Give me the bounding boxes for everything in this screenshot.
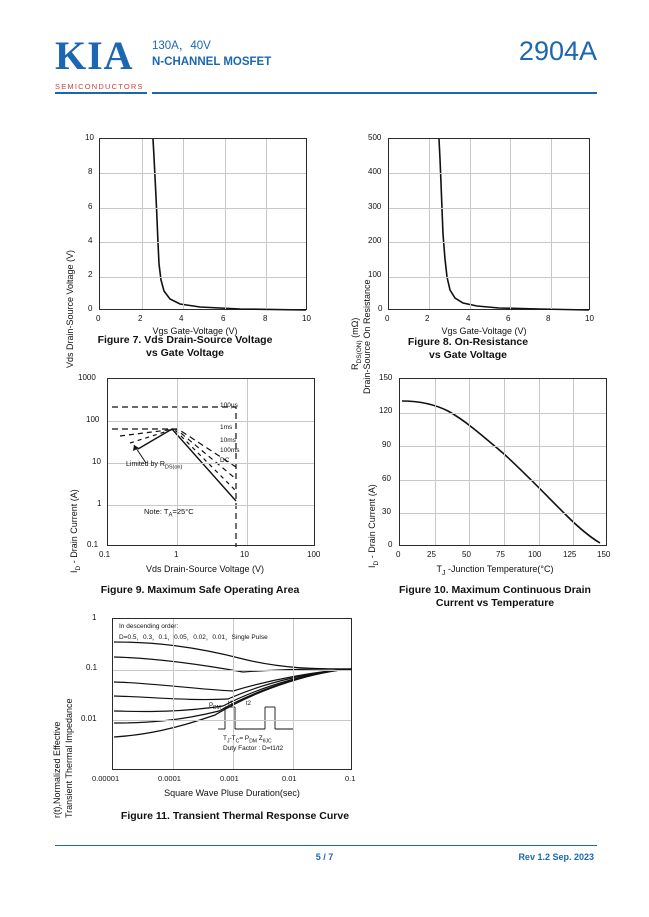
figure-7-xtick-1: 2 [138,314,143,323]
figure-7-plot [99,138,307,310]
f11-f1d: C [235,738,240,745]
figure-8-xtick-0: 0 [385,314,390,323]
figure-8-ytick-0: 0 [378,304,383,313]
product-spec-line1: 130A，40V [152,40,211,52]
figure-11-legend-line1: In descending order: [119,623,179,630]
figure-11-ytick-001: 0.01 [81,714,97,723]
figure-11-legend-line2: D=0.5，0.3，0.1，0.05，0.02，0.01，Single Pulse [119,634,268,641]
figure-9-annotation-100us: 100μs [220,402,238,409]
figure-7-ytick-1: 2 [88,270,93,279]
figure-10-xlabel-t: T [436,564,442,574]
figure-10-xlabel [375,564,615,577]
figure-10 [355,373,635,609]
figure-9-note-text: Note: T [144,507,169,516]
figure-7-caption-line1: Figure 7. Vds Drain-Source Voltage [97,334,273,346]
part-number: 2904A [518,36,597,66]
f11-f1e: = P [239,735,250,742]
figure-8-ytick-5: 500 [368,133,382,142]
page-number: 5 / 7 [315,852,334,862]
figure-11-caption-line1: Figure 11. Transient Thermal Response Curve [120,810,350,822]
figure-11-xtick-1e-5: 0.00001 [92,774,120,783]
logo-text: KIA [55,33,134,78]
figure-10-ylabel [367,484,380,568]
figure-9-ytick-100: 100 [86,415,100,424]
figure-11-inset-pdm-label [209,703,221,711]
figure-10-ytick-30: 30 [382,507,391,516]
f11-f1c: -T [229,735,236,742]
figure-9-ylabel-sub: D [74,565,82,571]
figure-9-xtick-100: 100 [307,550,321,559]
figure-7-ytick-0: 0 [88,304,93,313]
figure-11-plot [112,618,352,770]
figure-8-ylabel-r: R [350,363,360,370]
f11-f1: T [223,735,227,742]
figure-11-formula-line1 [223,735,272,744]
figure-7-ytick-2: 4 [88,236,93,245]
figure-9-annotation-1ms: 1ms [220,424,233,431]
figure-10-caption-line1: Figure 10. Maximum Continuous Drain [399,584,591,596]
figure-9-note-sub: A [168,512,173,519]
figure-8-plot [388,138,590,310]
figure-10-caption-line2: Current vs Temperature [435,597,555,609]
figure-9-limit-note [126,461,182,470]
figure-10-xtick-75: 75 [496,550,505,559]
figure-10-ylabel-rest: - Drain Current (A) [367,484,377,561]
figure-10-ytick-90: 90 [382,440,391,449]
figure-7-ytick-5: 10 [85,133,94,142]
figure-10-xtick-25: 25 [427,550,436,559]
figure-10-xlabel-rest: -Junction Temperature(°C) [445,564,554,574]
figure-9-limit-note-text: Limited by R [126,461,165,468]
figure-10-ytick-150: 150 [379,373,393,382]
figure-9-ytick-10: 10 [92,457,101,466]
figure-7-xlabel: Vgs Gate-Voltage (V) [152,326,238,336]
figure-10-xtick-100: 100 [528,550,542,559]
figure-7-ytick-4: 8 [88,167,93,176]
figure-9-ylabel-rest: - Drain Current (A) [69,489,79,566]
figure-8-ytick-2: 200 [368,236,382,245]
page-header [0,0,649,106]
figure-10-xlabel-sub: J [442,569,446,577]
figure-10-xtick-0: 0 [396,550,401,559]
figure-11-formula-line2: Duty Factor : D=t1/t2 [223,745,284,752]
figure-10-ylabel-sub: D [372,560,380,566]
product-spec-line2: N-CHANNEL MOSFET [152,56,272,68]
revision-label: Rev 1.2 Sep. 2023 [518,852,594,862]
figure-11-xtick-1e-1: 0.1 [345,774,356,783]
figure-7-xtick-5: 10 [302,314,311,323]
figure-8-ytick-4: 400 [368,167,382,176]
figure-10-xtick-125: 125 [563,550,577,559]
figure-8-xtick-4: 8 [546,314,551,323]
f11-f1h: θJC [262,738,272,745]
figure-7 [55,133,315,368]
figure-11-inset-t2: t2 [246,701,252,707]
figure-9-ytick-1: 1 [97,499,102,508]
f11-f1b: J [226,738,230,745]
figure-11-ytick-01: 0.1 [86,663,98,672]
figure-9-ylabel [69,489,82,573]
figure-10-ytick-120: 120 [379,406,393,415]
figure-8-xtick-3: 6 [506,314,511,323]
figure-9-ytick-01: 0.1 [87,540,99,549]
figure-10-xtick-150: 150 [597,550,611,559]
figure-8-caption-line2: vs Gate Voltage [428,349,507,361]
figure-9-note-rest: =25°C [172,507,194,516]
logo-underline [55,92,147,94]
figure-10-ytick-60: 60 [382,474,391,483]
figure-7-xtick-2: 4 [179,314,184,323]
figure-11-inset-dm: DM [213,705,221,712]
figure-11-inset-t1: t1 [228,701,234,707]
figure-7-xtick-4: 8 [263,314,268,323]
f11-f1f: DM [249,738,257,745]
figure-8-ylabel-unit: (mΩ) [350,317,360,341]
figure-8-curve [389,139,591,311]
figure-9-plot [107,378,315,546]
figure-9-xtick-10: 10 [240,550,249,559]
figure-7-xtick-0: 0 [96,314,101,323]
figure-11-xtick-1e-4: 0.0001 [158,774,181,783]
logo-subtitle: SEMICONDUCTORS [55,82,144,91]
figure-9-ytick-1000: 1000 [78,373,96,382]
company-logo [55,33,155,91]
figure-10-ytick-0: 0 [388,540,393,549]
figure-10-ylabel-i: I [367,565,377,568]
figure-9-xlabel: Vds Drain-Source Voltage (V) [145,564,265,574]
figure-8-ylabel-line2: Drain-Source On Resistance [362,279,372,394]
footer-rule [55,845,597,846]
figure-7-caption-line2: vs Gate Voltage [145,347,224,359]
figure-7-ylabel: Vds Drain-Source Voltage (V) [65,249,75,368]
figure-8-xtick-5: 10 [585,314,594,323]
figure-8-ytick-1: 100 [368,270,382,279]
figure-11-xtick-1e-3: 0.001 [220,774,239,783]
figure-8-xtick-1: 2 [425,314,430,323]
figure-11-inset-p: P [209,703,214,709]
figure-9-caption-line1: Figure 9. Maximum Safe Operating Area [100,584,300,596]
figure-10-xtick-50: 50 [462,550,471,559]
figure-10-plot [399,378,607,546]
figure-11-ylabel-line2: Transient Thermal Impedance [64,698,74,818]
figure-9 [55,373,345,608]
figure-11-xtick-1e-2: 0.01 [282,774,297,783]
figure-8-ytick-3: 300 [368,202,382,211]
figure-8-caption-line1: Figure 8. On-Resistance [407,336,529,348]
product-spec [152,38,271,70]
figure-11-xlabel: Square Wave Pluse Duration(sec) [164,788,300,798]
figure-9-note [144,507,194,519]
figure-9-annotation-10ms: 10ms [220,437,236,444]
figure-9-xtick-1: 1 [174,550,179,559]
figure-9-annotation-100ms: 100ms [220,447,240,454]
figure-7-ytick-3: 6 [88,202,93,211]
figure-8-xlabel: Vgs Gate-Voltage (V) [441,326,527,336]
figure-9-ylabel-i: I [69,570,79,573]
figure-11-ytick-1: 1 [92,613,97,622]
header-underline [152,92,597,94]
figure-11 [30,613,390,828]
figure-9-limit-note-sub: DS(on) [164,464,183,471]
figure-8-ylabel-sub: DS(ON) [355,340,363,364]
figure-7-xtick-3: 6 [221,314,226,323]
figure-9-annotation-dc: DC [220,457,230,464]
figure-7-curve [100,139,308,311]
f11-f1g: Z [256,735,263,742]
figure-11-ylabel-line1: r(t),Normalized Effective [52,721,62,818]
figure-8-xtick-2: 4 [466,314,471,323]
figure-9-xtick-01: 0.1 [99,550,111,559]
